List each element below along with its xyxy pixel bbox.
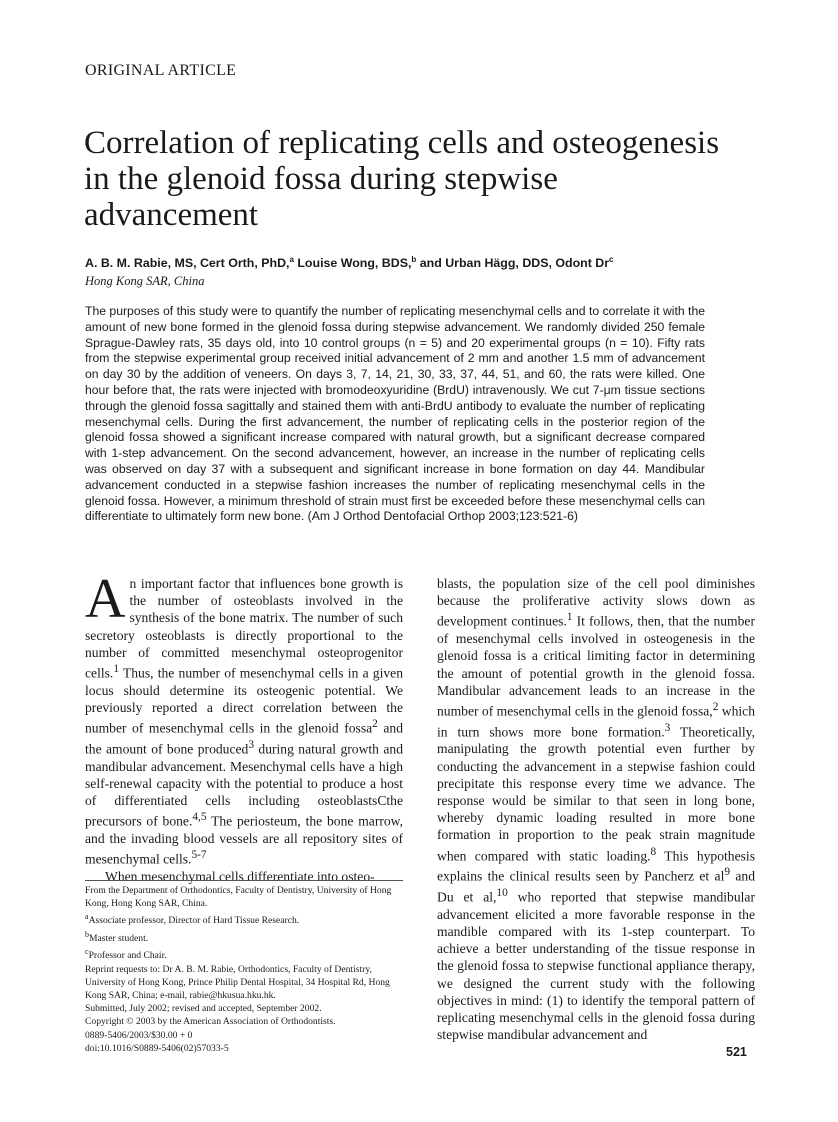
footnote-mark: a xyxy=(85,912,89,922)
footnote-text: Associate professor, Director of Hard Tissue Research. xyxy=(88,915,300,927)
citation: 10 xyxy=(496,887,508,900)
drop-cap: A xyxy=(85,568,126,630)
page-number: 521 xyxy=(726,1045,747,1059)
citation: 2 xyxy=(372,718,378,731)
intro-paragraph-1 xyxy=(85,568,403,868)
author-list xyxy=(85,255,755,270)
citation: 3 xyxy=(248,738,254,751)
citation: 1 xyxy=(113,663,119,676)
footnote-b xyxy=(85,928,403,945)
author-3: and Urban Hägg, DDS, Odont Dr xyxy=(416,256,610,271)
footnote-c xyxy=(85,945,403,962)
text-run: n important factor that influences bone growth is the number of osteoblasts involved in the synthesis of the bone matrix. The number of such secretory osteoblasts is directly proportional to the number of committed mesenchymal osteoprogenitor cells. xyxy=(85,576,403,681)
text-run: Theoretically, manipulating the growth potential even further by conducting the advancement in a stepwise fashion could precipitate this response every time we advance. The response would be similar to that seen in long bone, whereby dynamic loading resulted in more bone formation in proportion to the peak strain magnitude when compared with static loading. xyxy=(437,724,755,864)
author-1: A. B. M. Rabie, MS, Cert Orth, PhD, xyxy=(85,256,290,271)
footnote-mark: b xyxy=(85,929,89,939)
text-run: blasts, the population size of the cell pool diminishes because the proliferative activity slows down as development continues. xyxy=(437,576,755,629)
intro-paragraph-2: When mesenchymal cells differentiate into osteo- xyxy=(105,868,375,884)
footnote-issn: 0889-5406/2003/$30.00 + 0 xyxy=(85,1029,193,1041)
footnote-doi: doi:10.1016/S0889-5406(02)57033-5 xyxy=(85,1042,229,1054)
text-run: who reported that stepwise mandibular advancement elicited a more favorable response in the mandible compared with its 1-step counterpart. To achieve a better understanding of the tissue response in the glenoid fossa to stepwise functional appliance therapy, we designed the current study with the following objectives in mind: (1) to identify the temporal pattern of replicating mesenchymal cells in the glenoid fossa during stepwise mandibular advancement and xyxy=(437,889,755,1043)
footnote-text: Professor and Chair. xyxy=(88,950,167,962)
footnote-a xyxy=(85,910,403,927)
footnote-reprint: Reprint requests to: Dr A. B. M. Rabie, Orthodontics, Faculty of Dentistry, University of Hong Kong, Prince Philip Dental Hospital, 34 Hospital Rd, Hong Kong SAR, China; e-mail, rabie@hkusua.hku.hk. xyxy=(85,963,390,1001)
citation: 2 xyxy=(712,700,719,713)
intro-paragraph-continued xyxy=(437,575,755,1043)
footnote-submitted: Submitted, July 2002; revised and accepted, September 2002. xyxy=(85,1003,322,1015)
text-run: and Du et al, xyxy=(437,868,756,905)
text-run: It follows, then, that the number of mesenchymal cells involved in osteogenesis in the glenoid fossa is a critical limiting factor in determining the amount of potential growth in the glenoid fossa. Mandibular advancement leads to an increase in the number of mesenchymal cells in the glenoid fossa, xyxy=(437,613,755,719)
author-2-mark: b xyxy=(411,255,417,264)
text-run: The periosteum, the bone marrow, and the invading blood vessels are all repository sites of mesenchymal cells. xyxy=(85,813,403,867)
text-run: and the amount of bone produced xyxy=(85,720,403,757)
author-2: Louise Wong, BDS, xyxy=(293,256,412,271)
citation: 8 xyxy=(650,845,657,858)
citation: 3 xyxy=(664,721,671,734)
footnote-mark: c xyxy=(85,947,89,957)
text-run: during natural growth and mandibular advancement. Mesenchymal cells have a high self-renewal capacity with the potential to produce a host of differentiated cells including osteoblastsCthe precursors of bone. xyxy=(85,741,403,829)
citation: 9 xyxy=(724,866,731,879)
citation: 4,5 xyxy=(192,811,207,824)
left-column xyxy=(85,568,403,885)
affiliation: Hong Kong SAR, China xyxy=(85,274,205,288)
section-label: ORIGINAL ARTICLE xyxy=(85,62,237,79)
footnote-department: From the Department of Orthodontics, Faculty of Dentistry, University of Hong Kong, Hong Kong SAR, China. xyxy=(85,885,392,910)
right-column xyxy=(437,575,755,1043)
article-title: Correlation of replicating cells and osteogenesis in the glenoid fossa during stepwise advancement xyxy=(84,125,720,233)
text-run: This hypothesis explains the clinical results seen by Pancherz et al xyxy=(437,848,755,884)
footnote-text: Master student. xyxy=(89,932,149,944)
abstract: The purposes of this study were to quantify the number of replicating mesenchymal cells and to correlate it with the amount of new bone formed in the glenoid fossa during stepwise advancement. We randomly divided 250 female Sprague-Dawley rats, 35 days old, into 10 control groups (n = 5) and 20 experimental groups (n = 10). Fifty rats from the stepwise experimental group received initial advancement of 2 mm and another 1.5 mm of advancement on day 30 by the addition of veneers. On days 3, 7, 14, 21, 30, 33, 37, 44, 51, and 60, the rats were killed. One hour before that, the rats were injected with bromodeoxyuridine (BrdU) intravenously. We cut 7-μm tissue sections through the glenoid fossa sagittally and stained them with anti-BrdU antibody to evaluate the number of replicating mesenchymal cells. During the first advancement, the number of replicating cells in the posterior region of the glenoid fossa showed a significant increase compared with natural growth, but a significant decrease compared with 1-step advancement. On the second advancement, however, an increase in the number of replicating cells was observed on day 37 with a subsequent and significant increase in bone formation on day 44. Mandibular advancement conducted in a stepwise fashion increases the number of replicating mesenchymal cells in the glenoid fossa. However, a minimum threshold of strain must first be exceeded before these mesenchymal cells can differentiate to ultimately form new bone. (Am J Orthod Dentofacial Orthop 2003;123:521-6) xyxy=(85,304,706,524)
citation: 1 xyxy=(566,611,573,624)
footnotes xyxy=(85,880,403,1055)
author-1-mark: a xyxy=(289,255,294,264)
footnote-copyright: Copyright © 2003 by the American Association of Orthodontists. xyxy=(85,1016,336,1028)
text-run: Thus, the number of mesenchymal cells in a given locus should determine its osteogenic potential. We previously reported a direct correlation between the number of mesenchymal cells in the glenoid fossa xyxy=(85,665,403,736)
citation: 5-7 xyxy=(191,849,207,862)
text-run: which in turn shows more bone formation. xyxy=(437,703,755,740)
author-3-mark: c xyxy=(609,255,614,264)
